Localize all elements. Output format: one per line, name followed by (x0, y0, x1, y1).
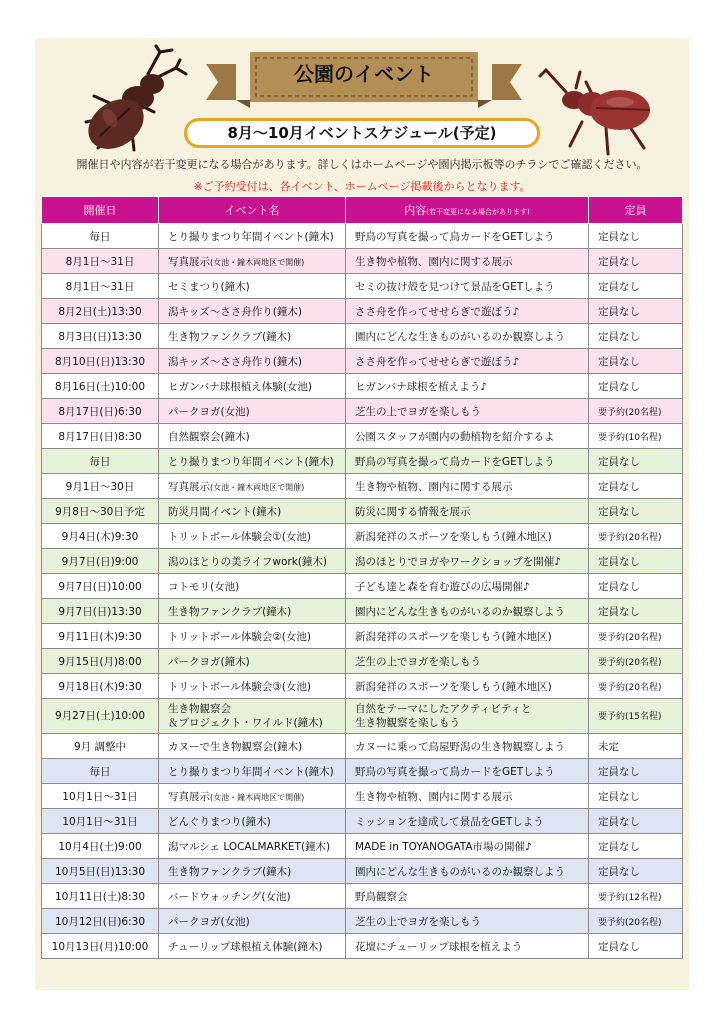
content-text: カヌーに乗って鳥屋野潟の生き物観察しよう (355, 740, 565, 753)
cell-date: 毎日 (42, 759, 159, 784)
cell-capacity (589, 834, 683, 859)
cell-content (346, 574, 589, 599)
event-name: 生き物ファンクラブ(鐘木) (168, 865, 292, 878)
cell-capacity (589, 524, 683, 549)
content-text: 芝生の上でヨガを楽しもう (355, 405, 481, 418)
table-row (42, 274, 683, 299)
cell-capacity (589, 859, 683, 884)
cell-event (159, 474, 346, 499)
cell-event (159, 884, 346, 909)
content-text: 野鳥の写真を撮って鳥カードをGETしよう (355, 230, 555, 243)
cell-event (159, 784, 346, 809)
cell-content (346, 759, 589, 784)
table-row (42, 934, 683, 959)
table-row (42, 734, 683, 759)
table-row (42, 499, 683, 524)
header-content (346, 197, 589, 224)
capacity-text: 定員なし (598, 605, 640, 618)
event-name: 生き物ファンクラブ(鐘木) (168, 605, 292, 618)
cell-event (159, 324, 346, 349)
event-name: 写真展示 (168, 480, 210, 493)
event-name: パークヨガ(女池) (168, 915, 250, 928)
cell-date: 10月13日(月)10:00 (42, 934, 159, 959)
table-row (42, 759, 683, 784)
cell-event (159, 299, 346, 324)
capacity-text: 要予約(20名程) (598, 407, 662, 418)
cell-capacity (589, 299, 683, 324)
event-name: 自然観察会(鐘木) (168, 430, 250, 443)
cell-event (159, 549, 346, 574)
table-row (42, 574, 683, 599)
table-row (42, 784, 683, 809)
cell-content (346, 524, 589, 549)
capacity-text: 定員なし (598, 790, 640, 803)
event-name: チューリップ球根植え体験(鐘木) (168, 940, 323, 953)
cell-date: 10月12日(日)6:30 (42, 909, 159, 934)
content-text: 園内にどんな生きものがいるのか観察しよう (355, 865, 565, 878)
cell-event (159, 649, 346, 674)
cell-date: 9月18日(木)9:30 (42, 674, 159, 699)
cell-event (159, 374, 346, 399)
table-row (42, 809, 683, 834)
event-name: 潟キッズ～ささ舟作り(鐘木) (168, 355, 302, 368)
table-row (42, 449, 683, 474)
cell-capacity (589, 574, 683, 599)
capacity-text: 定員なし (598, 255, 640, 268)
content-text: 花壇にチューリップ球根を植えよう (355, 940, 523, 953)
content-text: 防災に関する情報を展示 (355, 505, 471, 518)
event-note: (女池・鐘木両地区で開催) (210, 257, 305, 267)
cell-content (346, 349, 589, 374)
cell-date: 10月1日～31日 (42, 809, 159, 834)
cell-capacity (589, 549, 683, 574)
cell-date: 9月15日(月)8:00 (42, 649, 159, 674)
cell-capacity (589, 809, 683, 834)
cell-capacity (589, 699, 683, 734)
cell-event (159, 449, 346, 474)
capacity-text: 定員なし (598, 380, 640, 393)
cell-content (346, 224, 589, 249)
cell-date: 8月17日(日)6:30 (42, 399, 159, 424)
cell-date: 8月2日(土)13:30 (42, 299, 159, 324)
cell-content (346, 624, 589, 649)
table-row (42, 424, 683, 449)
cell-content (346, 499, 589, 524)
cell-capacity (589, 934, 683, 959)
cell-event (159, 274, 346, 299)
content-text: 芝生の上でヨガを楽しもう (355, 655, 481, 668)
capacity-text: 定員なし (598, 940, 640, 953)
capacity-text: 要予約(20名程) (598, 917, 662, 928)
event-name: 防災月間イベント(鐘木) (168, 505, 282, 518)
cell-event (159, 859, 346, 884)
cell-capacity (589, 349, 683, 374)
cell-capacity (589, 474, 683, 499)
event-name: トリットボール体験会③(女池) (168, 680, 311, 693)
cell-content (346, 674, 589, 699)
cell-content (346, 424, 589, 449)
rhinoceros-beetle-illustration (536, 62, 654, 158)
cell-event (159, 674, 346, 699)
capacity-text: 要予約(10名程) (598, 432, 662, 443)
content-text: 生き物や植物、園内に関する展示 (355, 480, 513, 493)
table-row (42, 249, 683, 274)
content-text: 潟のほとりでヨガやワークショップを開催♪ (355, 555, 561, 568)
cell-content (346, 784, 589, 809)
table-row (42, 299, 683, 324)
event-name: カヌーで生き物観察会(鐘木) (168, 740, 303, 753)
capacity-text: 定員なし (598, 840, 640, 853)
cell-event (159, 574, 346, 599)
cell-capacity (589, 599, 683, 624)
change-notice: 開催日や内容が若干変更になる場合があります。詳しくはホームページや園内掲示板等のチラシでご確認ください。 (76, 158, 648, 171)
table-row (42, 374, 683, 399)
table-row (42, 674, 683, 699)
content-text: ヒガンバナ球根を植えよう♪ (355, 380, 487, 393)
content-text: 子ども達と森を育む遊びの広場開催♪ (355, 580, 530, 593)
table-row (42, 474, 683, 499)
table-row (42, 599, 683, 624)
table-row (42, 624, 683, 649)
content-text: MADE in TOYANOGATA市場の開催♪ (355, 840, 532, 853)
cell-date: 10月1日～31日 (42, 784, 159, 809)
cell-capacity (589, 624, 683, 649)
cell-content (346, 299, 589, 324)
cell-date: 毎日 (42, 449, 159, 474)
capacity-text: 定員なし (598, 765, 640, 778)
capacity-text: 定員なし (598, 330, 640, 343)
cell-date: 10月11日(土)8:30 (42, 884, 159, 909)
capacity-text: 定員なし (598, 230, 640, 243)
cell-date: 10月5日(日)13:30 (42, 859, 159, 884)
table-row (42, 909, 683, 934)
cell-date: 8月3日(日)13:30 (42, 324, 159, 349)
cell-date: 9月7日(日)10:00 (42, 574, 159, 599)
cell-capacity (589, 884, 683, 909)
content-text: 芝生の上でヨガを楽しもう (355, 915, 481, 928)
event-name: 生き物観察会 (168, 703, 231, 715)
content-text: セミの抜け殻を見つけて景品をGETしよう (355, 280, 555, 293)
cell-event (159, 349, 346, 374)
content-text: 新潟発祥のスポーツを楽しもう(鐘木地区) (355, 530, 552, 543)
cell-event (159, 224, 346, 249)
cell-date: 9月11日(木)9:30 (42, 624, 159, 649)
cell-event (159, 499, 346, 524)
event-name: 潟マルシェ LOCALMARKET(鐘木) (168, 840, 331, 853)
page-title: 公園のイベント (294, 62, 434, 86)
cell-capacity (589, 374, 683, 399)
cell-capacity (589, 674, 683, 699)
cell-capacity (589, 224, 683, 249)
cell-capacity (589, 424, 683, 449)
table-row (42, 549, 683, 574)
event-name: ヒガンバナ球根植え体験(女池) (168, 380, 312, 393)
capacity-text: 定員なし (598, 555, 640, 568)
content-text: 生き物や植物、園内に関する展示 (355, 790, 513, 803)
capacity-text: 定員なし (598, 815, 640, 828)
cell-content (346, 449, 589, 474)
cell-date: 9月8日～30日予定 (42, 499, 159, 524)
event-name: 生き物ファンクラブ(鐘木) (168, 330, 292, 343)
content-text: 野鳥観察会 (355, 890, 408, 903)
cell-date: 9月 調整中 (42, 734, 159, 759)
content-text: 園内にどんな生きものがいるのか観察しよう (355, 330, 565, 343)
cell-capacity (589, 734, 683, 759)
schedule-subtitle: 8月～10月イベントスケジュール(予定) (184, 118, 540, 148)
cell-date: 9月7日(日)13:30 (42, 599, 159, 624)
header-content-label: 内容 (404, 204, 427, 217)
content-text: 野鳥の写真を撮って鳥カードをGETしよう (355, 455, 555, 468)
cell-event (159, 249, 346, 274)
capacity-text: 要予約(15名程) (598, 711, 662, 722)
event-name: とり撮りまつり年間イベント(鐘木) (168, 455, 334, 468)
table-row (42, 324, 683, 349)
cell-date: 毎日 (42, 224, 159, 249)
cell-content (346, 699, 589, 734)
cell-content (346, 884, 589, 909)
cell-event (159, 524, 346, 549)
cell-content (346, 274, 589, 299)
cell-date: 8月17日(日)8:30 (42, 424, 159, 449)
capacity-text: 要予約(20名程) (598, 532, 662, 543)
content-text-line2: 生き物観察を楽しもう (355, 717, 460, 729)
table-row (42, 224, 683, 249)
capacity-text: 要予約(20名程) (598, 682, 662, 693)
cell-date: 9月1日～30日 (42, 474, 159, 499)
cell-content (346, 374, 589, 399)
content-text: ミッションを達成して景品をGETしよう (355, 815, 544, 828)
cell-date: 10月4日(土)9:00 (42, 834, 159, 859)
cell-event (159, 759, 346, 784)
cell-date: 8月1日～31日 (42, 274, 159, 299)
content-text: ささ舟を作ってせせらぎで遊ぼう♪ (355, 305, 520, 318)
capacity-text: 定員なし (598, 505, 640, 518)
cell-date: 8月16日(土)10:00 (42, 374, 159, 399)
event-name: トリットボール体験会①(女池) (168, 530, 311, 543)
capacity-text: 定員なし (598, 355, 640, 368)
event-name: バードウォッチング(女池) (168, 890, 291, 903)
cell-capacity (589, 499, 683, 524)
event-schedule-table (41, 196, 683, 959)
cell-capacity (589, 324, 683, 349)
cell-content (346, 549, 589, 574)
table-row (42, 859, 683, 884)
content-text: 新潟発祥のスポーツを楽しもう(鐘木地区) (355, 680, 552, 693)
cell-capacity (589, 909, 683, 934)
event-name: 写真展示 (168, 255, 210, 268)
cell-date: 8月1日～31日 (42, 249, 159, 274)
cell-event (159, 909, 346, 934)
cell-event (159, 699, 346, 734)
cell-capacity (589, 274, 683, 299)
cell-capacity (589, 449, 683, 474)
table-row (42, 699, 683, 734)
capacity-text: 定員なし (598, 480, 640, 493)
cell-event (159, 599, 346, 624)
event-name: パークヨガ(女池) (168, 405, 250, 418)
cell-date: 9月4日(木)9:30 (42, 524, 159, 549)
event-name: コトモリ(女池) (168, 580, 240, 593)
table-row (42, 649, 683, 674)
cell-date: 9月27日(土)10:00 (42, 699, 159, 734)
cell-event (159, 734, 346, 759)
event-note: (女池・鐘木両地区で開催) (210, 792, 305, 802)
event-name: とり撮りまつり年間イベント(鐘木) (168, 230, 334, 243)
cell-event (159, 934, 346, 959)
header-event: イベント名 (159, 197, 346, 224)
cell-content (346, 734, 589, 759)
event-name: トリットボール体験会②(女池) (168, 630, 311, 643)
cell-capacity (589, 649, 683, 674)
content-text: 自然をテーマにしたアクティビティと (355, 703, 532, 715)
cell-date: 9月7日(日)9:00 (42, 549, 159, 574)
capacity-text: 要予約(20名程) (598, 632, 662, 643)
event-name-line2: ＆プロジェクト・ワイルド(鐘木) (168, 717, 323, 729)
capacity-text: 未定 (598, 740, 619, 753)
cell-content (346, 249, 589, 274)
content-text: 新潟発祥のスポーツを楽しもう(鐘木地区) (355, 630, 552, 643)
cell-date: 8月10日(日)13:30 (42, 349, 159, 374)
cell-content (346, 399, 589, 424)
event-name: とり撮りまつり年間イベント(鐘木) (168, 765, 334, 778)
table-row (42, 349, 683, 374)
table-row (42, 834, 683, 859)
cell-content (346, 324, 589, 349)
content-text: 園内にどんな生きものがいるのか観察しよう (355, 605, 565, 618)
cell-event (159, 834, 346, 859)
event-name: セミまつり(鐘木) (168, 280, 250, 293)
cell-capacity (589, 249, 683, 274)
cell-content (346, 859, 589, 884)
cell-capacity (589, 399, 683, 424)
cell-event (159, 399, 346, 424)
capacity-text: 定員なし (598, 305, 640, 318)
cell-content (346, 934, 589, 959)
event-rows (42, 224, 683, 959)
table-row (42, 884, 683, 909)
event-name: 写真展示 (168, 790, 210, 803)
event-note: (女池・鐘木両地区で開催) (210, 482, 305, 492)
cell-content (346, 599, 589, 624)
content-text: 生き物や植物、園内に関する展示 (355, 255, 513, 268)
stag-beetle-illustration (72, 44, 192, 156)
table-row (42, 524, 683, 549)
capacity-text: 要予約(20名程) (598, 657, 662, 668)
cell-content (346, 909, 589, 934)
cell-content (346, 834, 589, 859)
capacity-text: 定員なし (598, 280, 640, 293)
cell-content (346, 474, 589, 499)
cell-content (346, 809, 589, 834)
header-capacity: 定員 (589, 197, 683, 224)
cell-event (159, 624, 346, 649)
cell-event (159, 809, 346, 834)
capacity-text: 定員なし (598, 455, 640, 468)
content-text: 野鳥の写真を撮って鳥カードをGETしよう (355, 765, 555, 778)
event-name: 潟キッズ～ささ舟作り(鐘木) (168, 305, 302, 318)
table-header-row (42, 197, 683, 224)
cell-content (346, 649, 589, 674)
event-name: パークヨガ(鐘木) (168, 655, 250, 668)
table-row (42, 399, 683, 424)
cell-capacity (589, 759, 683, 784)
header-content-note: (若干変更になる場合があります) (426, 208, 530, 216)
capacity-text: 要予約(12名程) (598, 892, 662, 903)
cell-capacity (589, 784, 683, 809)
event-name: 潟のほとりの美ライフwork(鐘木) (168, 555, 327, 568)
header-date: 開催日 (42, 197, 159, 224)
content-text: ささ舟を作ってせせらぎで遊ぼう♪ (355, 355, 520, 368)
reservation-notice: ※ご予約受付は、各イベント、ホームページ掲載後からとなります。 (193, 180, 531, 193)
capacity-text: 定員なし (598, 580, 640, 593)
capacity-text: 定員なし (598, 865, 640, 878)
event-name: どんぐりまつり(鐘木) (168, 815, 271, 828)
cell-event (159, 424, 346, 449)
content-text: 公園スタッフが園内の動植物を紹介するよ (355, 430, 555, 443)
